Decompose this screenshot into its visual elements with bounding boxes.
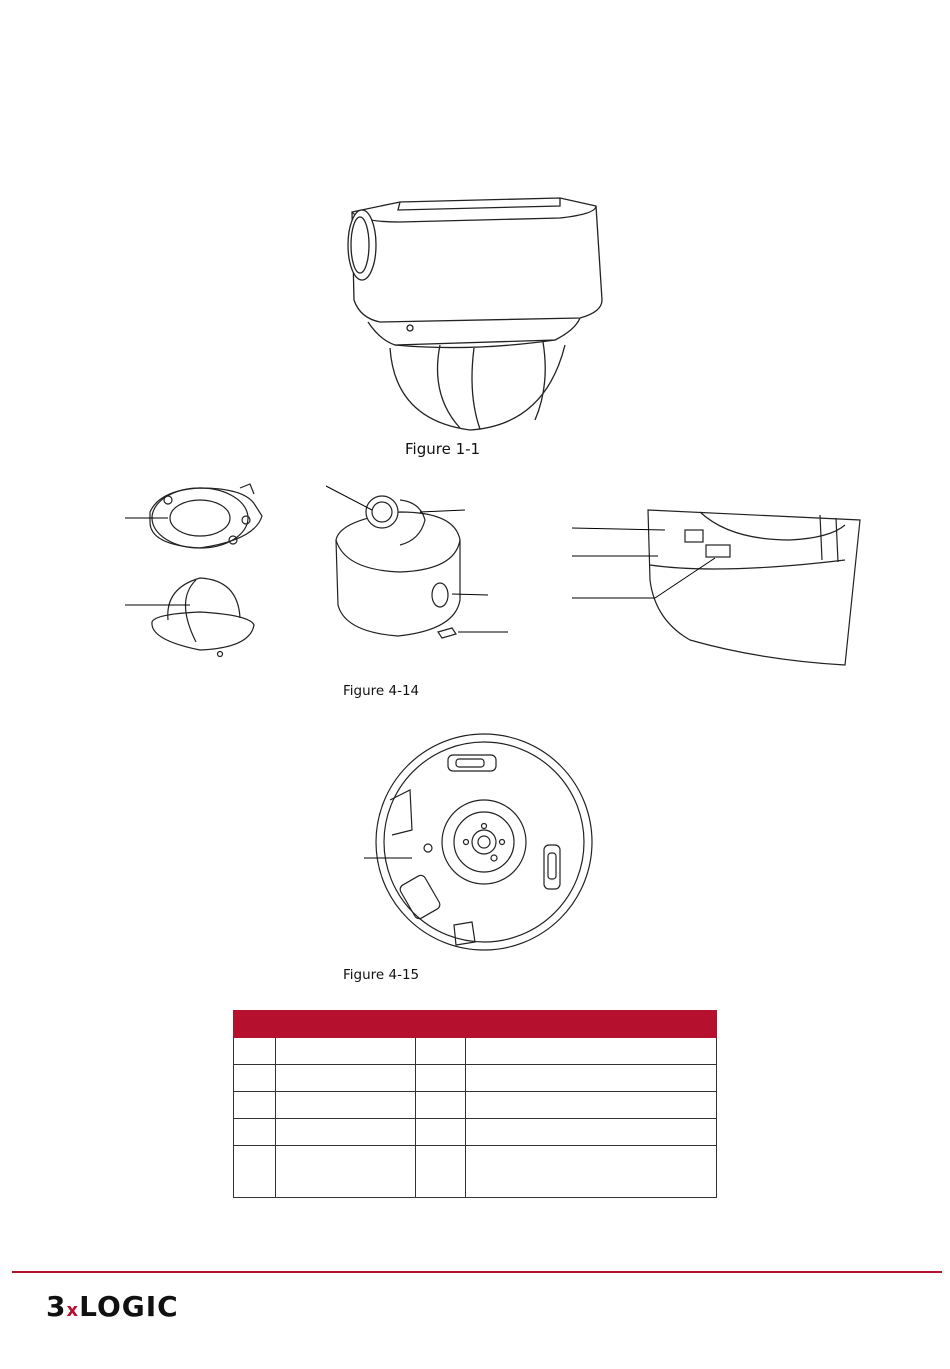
- table-row: [234, 1038, 717, 1065]
- table-row: [234, 1119, 717, 1146]
- table-cell: [276, 1038, 416, 1065]
- figure-4-15-caption: Figure 4-15: [343, 967, 420, 983]
- table-cell: [466, 1092, 717, 1119]
- table-cell: [234, 1146, 276, 1198]
- logo-prefix: 3: [46, 1290, 67, 1323]
- table-cell: [466, 1038, 717, 1065]
- table-cell: [276, 1092, 416, 1119]
- figure-4-14-caption: Figure 4-14: [343, 683, 420, 699]
- table-row: [234, 1092, 717, 1119]
- table-cell: [416, 1119, 466, 1146]
- footer-divider: [12, 1271, 942, 1273]
- header-no: [234, 1011, 276, 1038]
- table-cell: [234, 1065, 276, 1092]
- table-cell: [416, 1065, 466, 1092]
- table-cell: [276, 1065, 416, 1092]
- table-cell: [466, 1146, 717, 1198]
- logo-suffix: LOGIC: [79, 1290, 179, 1323]
- table-cell: [276, 1119, 416, 1146]
- table-cell: [234, 1119, 276, 1146]
- table-cell: [416, 1092, 466, 1119]
- figure-1-1-caption: Figure 1-1: [405, 440, 481, 458]
- header-component: [276, 1011, 416, 1038]
- header-no-2: [416, 1011, 466, 1038]
- header-component-2: [466, 1011, 717, 1038]
- table-cell: [416, 1146, 466, 1198]
- logo-x: x: [66, 1300, 80, 1321]
- table-header-row: [234, 1011, 717, 1038]
- table-cell: [416, 1038, 466, 1065]
- table-cell: [276, 1146, 416, 1198]
- table-row: [234, 1065, 717, 1092]
- table-row: [234, 1146, 717, 1198]
- table-cell: [466, 1119, 717, 1146]
- brand-logo: [46, 1290, 179, 1323]
- table-cell: [234, 1092, 276, 1119]
- components-table: [233, 1010, 717, 1198]
- table-cell: [466, 1065, 717, 1092]
- table-cell: [234, 1038, 276, 1065]
